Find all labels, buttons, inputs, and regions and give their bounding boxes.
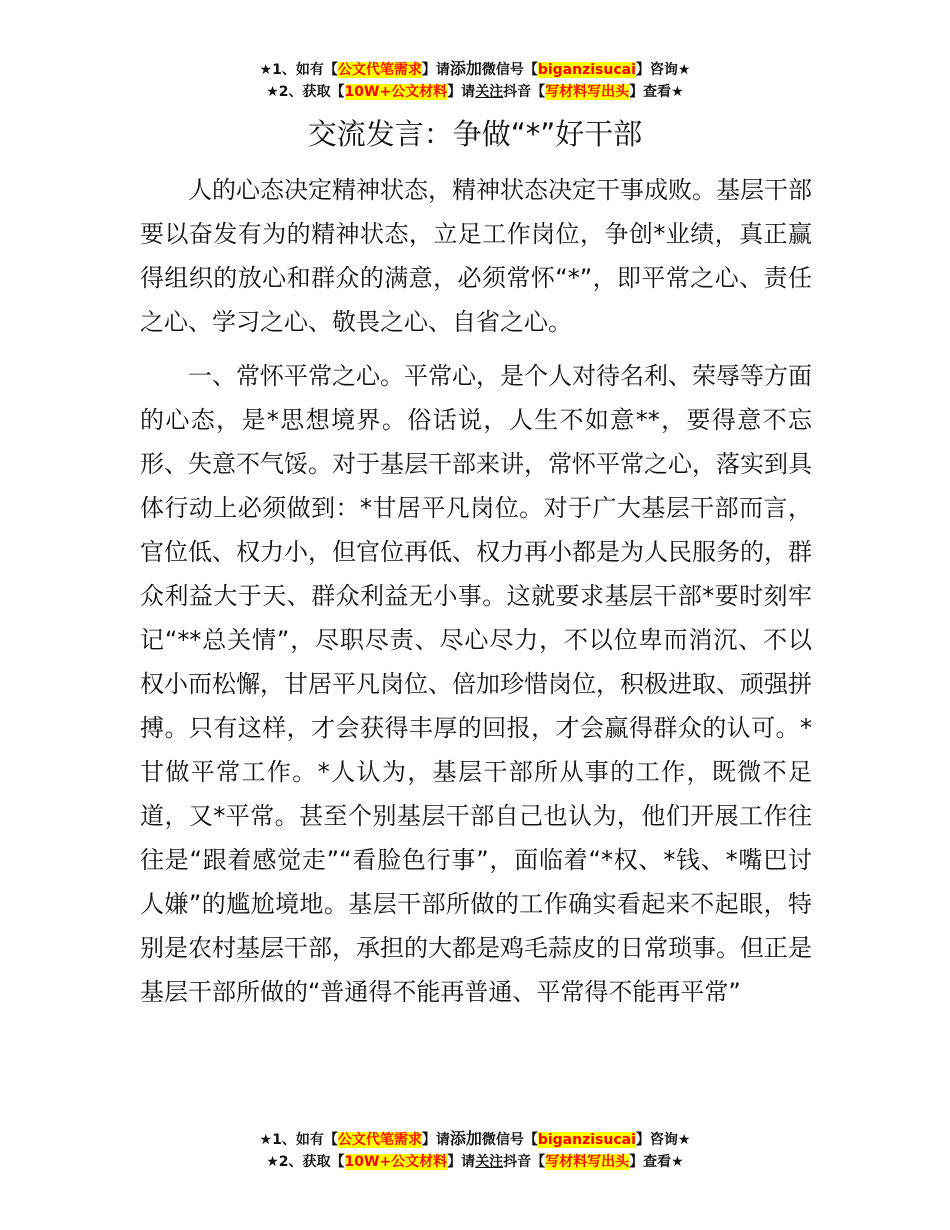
banner-emphasis: 关注	[475, 84, 504, 100]
banner-highlight: 公文代笔需求	[337, 1132, 422, 1148]
banner-text: 】请	[421, 1132, 450, 1148]
banner-text: 】请	[421, 62, 450, 78]
banner-text: 】请	[447, 84, 476, 100]
banner-text: ★1、如有【	[259, 1132, 338, 1148]
paragraph-intro: 人的心态决定精神状态，精神状态决定干事成败。基层干部要以奋发有为的精神状态，立足工作岗位，争创*业绩，真正赢得组织的放心和群众的满意，必须常怀“*”，即平常之心、责任之心、学习之心、敬畏之心、自省之心。	[140, 176, 812, 336]
banner-emphasis: 关注	[475, 1154, 504, 1170]
banner-text: 抖音【	[503, 84, 546, 100]
banner-line-1	[0, 58, 950, 81]
banner-text: ★2、获取【	[266, 1154, 345, 1170]
banner-text: 】咨询★	[635, 1132, 691, 1148]
banner-text: ★2、获取【	[266, 84, 345, 100]
banner-text: 微信号【	[481, 1132, 538, 1148]
banner-text: 抖音【	[503, 1154, 546, 1170]
banner-text: 微信号【	[481, 62, 538, 78]
document-body	[140, 168, 812, 1024]
banner-emphasis: 添加	[449, 59, 482, 78]
banner-highlight: 10W+公文材料	[344, 84, 448, 100]
banner-line-2	[0, 81, 950, 103]
banner-text: 】查看★	[629, 84, 684, 100]
footer-banner	[0, 1128, 950, 1173]
document-title: 交流发言：争做“*”好干部	[307, 117, 643, 151]
banner-text: ★1、如有【	[259, 62, 338, 78]
banner-emphasis: 添加	[449, 1129, 482, 1148]
banner-line-1	[0, 1128, 950, 1151]
banner-line-2	[0, 1151, 950, 1173]
banner-highlight: biganzisucai	[537, 1132, 636, 1148]
banner-text: 】查看★	[629, 1154, 684, 1170]
banner-highlight: 写材料写出头	[545, 84, 630, 100]
banner-text: 】请	[447, 1154, 476, 1170]
banner-highlight: 写材料写出头	[545, 1154, 630, 1170]
banner-highlight: 公文代笔需求	[337, 62, 422, 78]
banner-highlight: 10W+公文材料	[344, 1154, 448, 1170]
banner-text: 】咨询★	[635, 62, 691, 78]
header-banner	[0, 58, 950, 103]
paragraph-section-1: 一、常怀平常之心。平常心，是个人对待名利、荣辱等方面的心态，是*思想境界。俗话说，人生不如意**，要得意不忘形、失意不气馁。对于基层干部来讲，常怀平常之心，落实到具体行动上必须做到：*甘居平凡岗位。对于广大基层干部而言，官位低、权力小，但官位再低、权力再小都是为人民服务的，群众利益大于天、群众利益无小事。这就要求基层干部*要时刻牢记“**总关情”，尽职尽责、尽心尽力，不以位卑而消沉、不以权小而松懈，甘居平凡岗位、倍加珍惜岗位，积极进取、顽强拼搏。只有这样，才会获得丰厚的回报，才会赢得群众的认可。*甘做平常工作。*人认为，基层干部所从事的工作，既微不足道，又*平常。甚至个别基层干部自己也认为，他们开展工作往往是“跟着感觉走”“看脸色行事”，面临着“*权、*钱、*嘴巴讨人嫌”的尴尬境地。基层干部所做的工作确实看起来不起眼，特别是农村基层干部，承担的大都是鸡毛蒜皮的日常琐事。但正是基层干部所做的“普通得不能再普通、平常得不能再平常”	[140, 362, 812, 1006]
banner-highlight: biganzisucai	[537, 62, 636, 78]
